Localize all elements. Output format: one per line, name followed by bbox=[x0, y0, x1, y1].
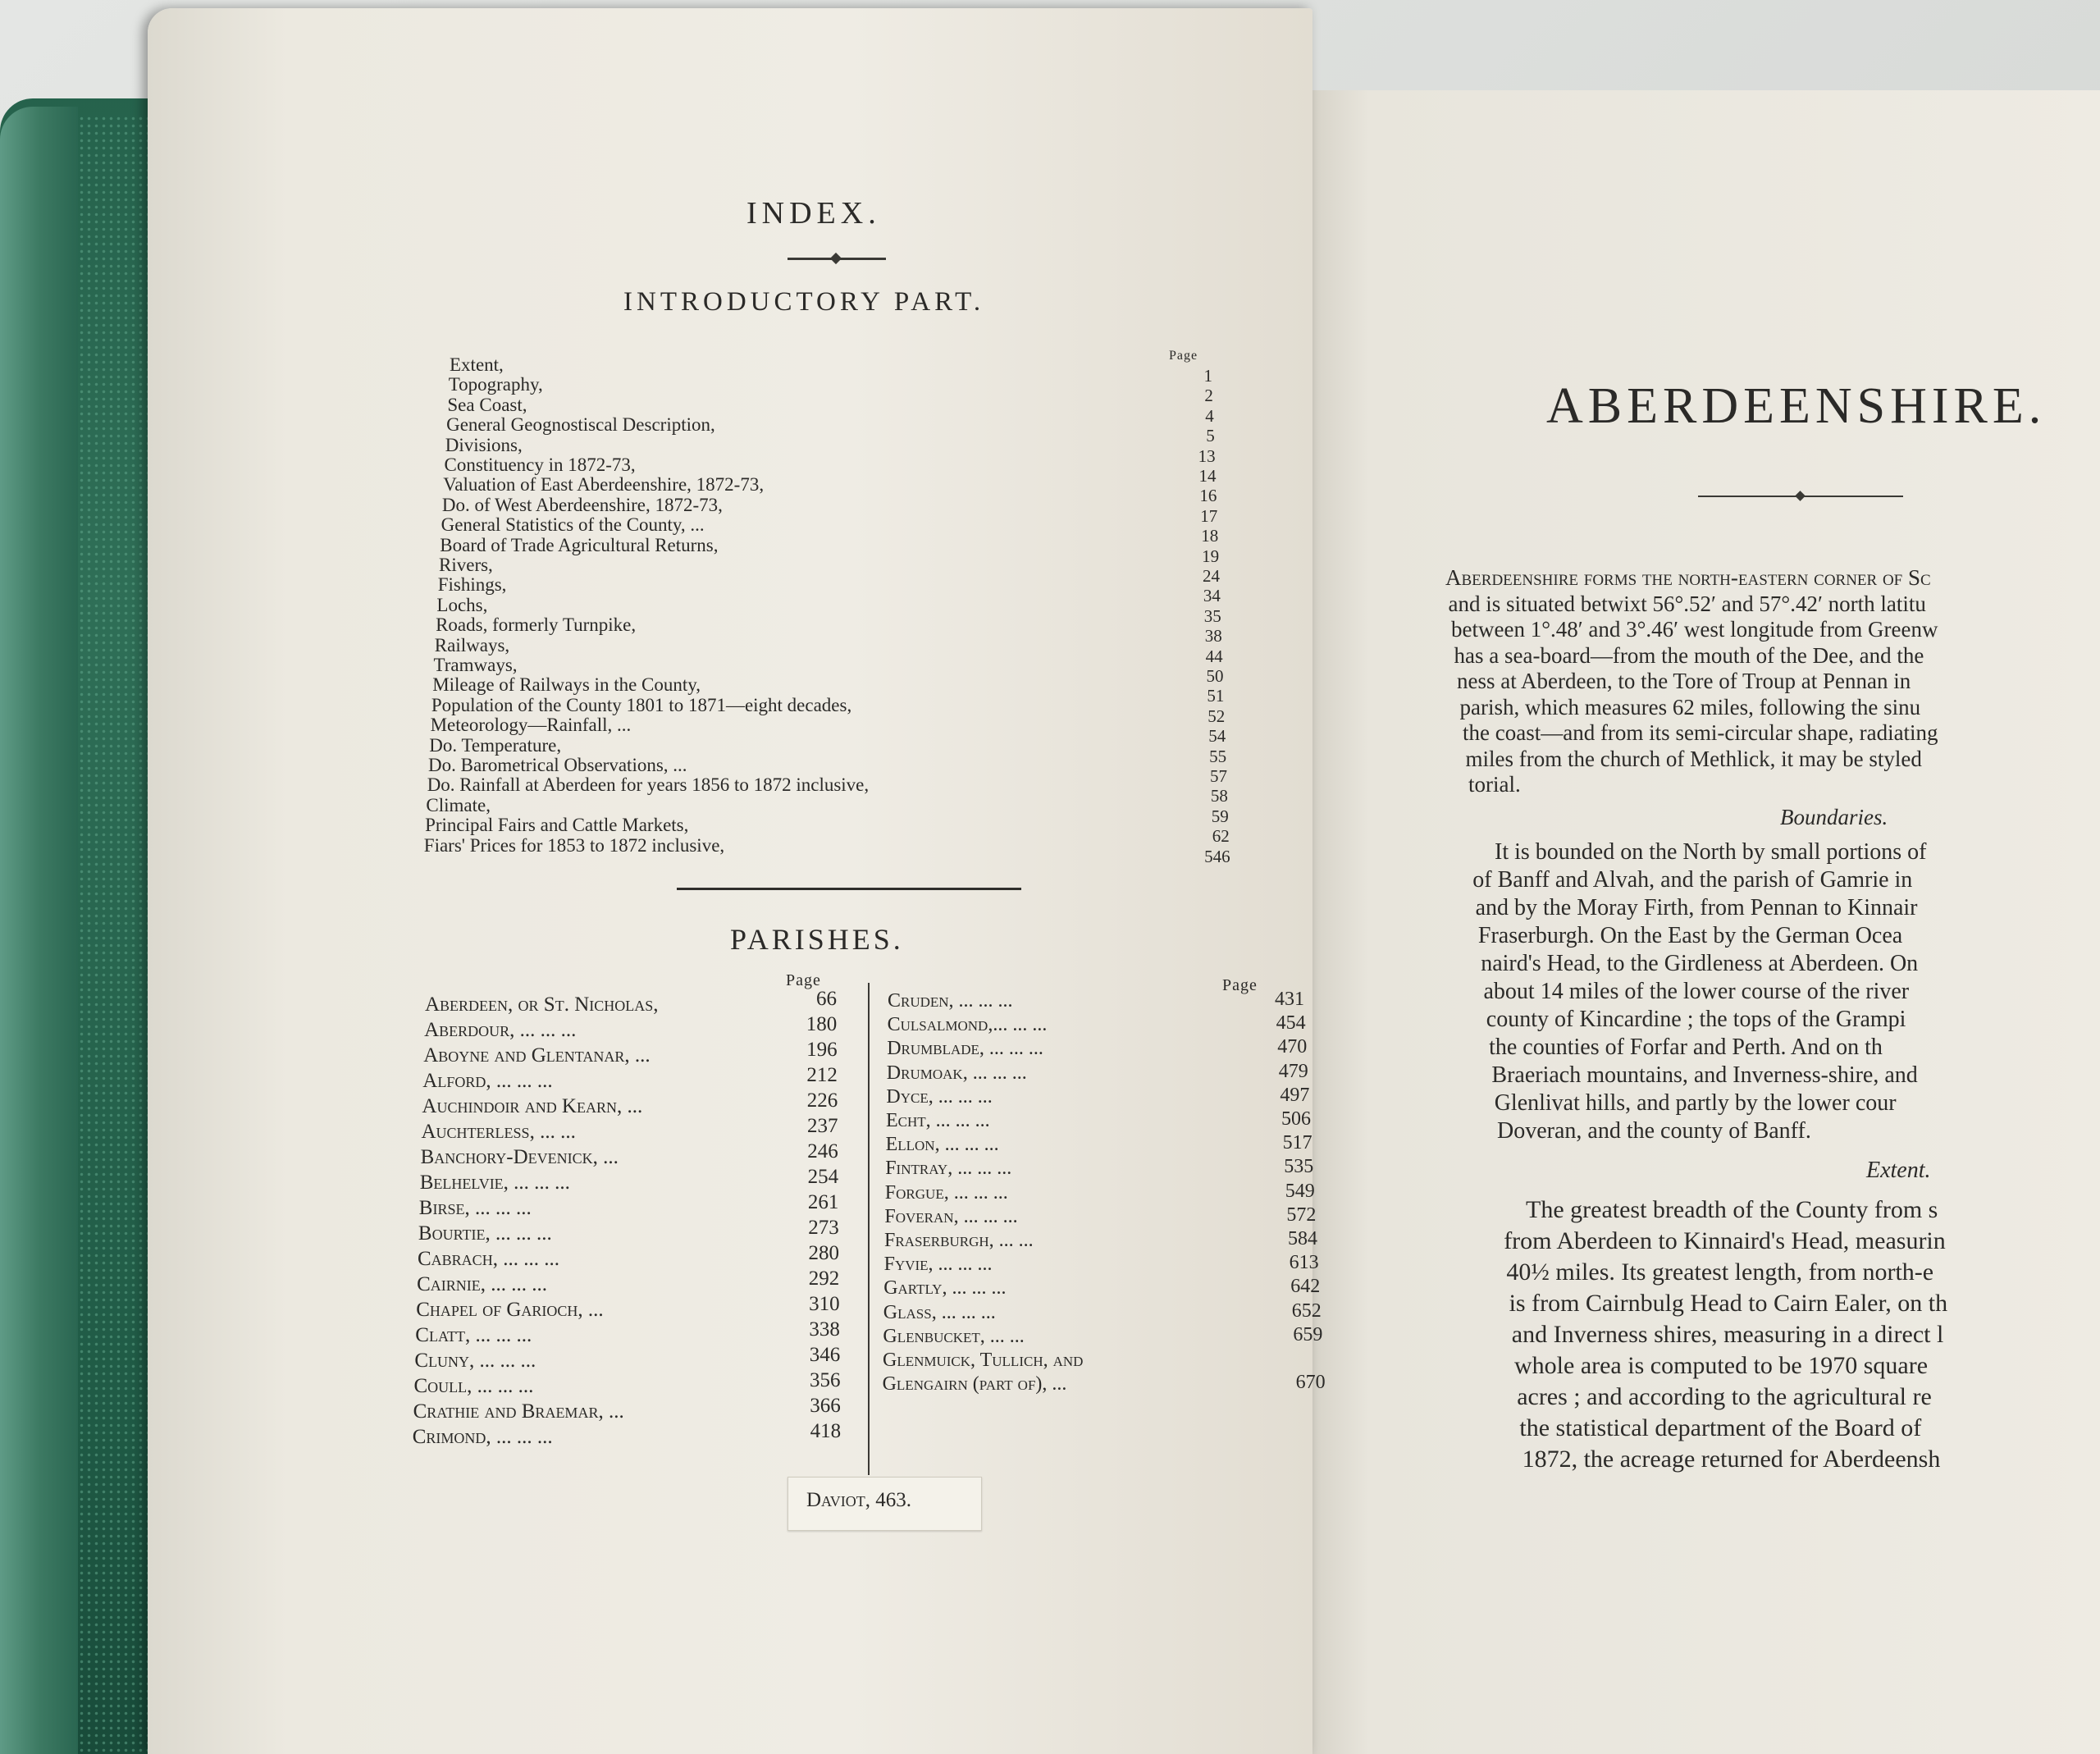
parishes-left-page-header: Page bbox=[786, 971, 821, 989]
intro-entry bbox=[442, 495, 723, 516]
intro-entry-label: Divisions, bbox=[445, 434, 523, 455]
intro-entry bbox=[441, 514, 705, 536]
parish-name: Drumoak, ... ... ... bbox=[886, 1062, 1027, 1084]
parish-page: 479 bbox=[1278, 1060, 1308, 1082]
intro-entry-label: Railways, bbox=[434, 634, 510, 655]
intro-entry-page: 19 bbox=[1202, 546, 1220, 566]
intro-entry-label: Do. Rainfall at Aberdeen for years 1856 to 1872 inclusive, bbox=[427, 774, 870, 796]
parish-name: Glenbucket, ... ... bbox=[883, 1325, 1025, 1347]
parish-page: 572 bbox=[1286, 1204, 1317, 1226]
parish-name: Crimond, ... ... ... bbox=[412, 1426, 553, 1448]
intro-entry-label: Roads, formerly Turnpike, bbox=[436, 614, 637, 636]
intro-entry bbox=[443, 474, 764, 496]
intro-entry-label: Constituency in 1872-73, bbox=[444, 454, 636, 475]
intro-entry bbox=[435, 635, 509, 656]
intro-entry-label: Fiars' Prices for 1853 to 1872 inclusive, bbox=[423, 834, 725, 856]
intro-entry-page: 38 bbox=[1204, 626, 1222, 646]
body-line: 40½ miles. Its greatest length, from north-e bbox=[1506, 1258, 1934, 1286]
parish-page: 226 bbox=[806, 1089, 838, 1112]
intro-entry-label: Fishings, bbox=[437, 574, 507, 596]
body-line: has a sea-board—from the mouth of the Dee, and the bbox=[1454, 642, 1924, 668]
body-line: from Aberdeen to Kinnaird's Head, measurin bbox=[1504, 1226, 1946, 1254]
parish-name: Aberdour, ... ... ... bbox=[424, 1019, 577, 1041]
body-line: the counties of Forfar and Perth. And on th bbox=[1489, 1034, 1883, 1060]
intro-entry-page: 51 bbox=[1207, 686, 1225, 706]
intro-entry bbox=[426, 795, 491, 816]
parish-name: Auchindoir and Kearn, ... bbox=[422, 1095, 643, 1117]
parish-page: 549 bbox=[1285, 1180, 1315, 1202]
intro-entry-page: 55 bbox=[1209, 746, 1227, 766]
intro-entry bbox=[432, 674, 701, 696]
body-line: whole area is computed to be 1970 square bbox=[1514, 1351, 1929, 1379]
intro-entry-page: 5 bbox=[1206, 426, 1215, 446]
parish-name: Foveran, ... ... ... bbox=[884, 1205, 1018, 1227]
parish-page: 642 bbox=[1290, 1276, 1321, 1298]
extent-heading: Extent. bbox=[1866, 1157, 1931, 1183]
intro-entry-page: 546 bbox=[1204, 846, 1230, 866]
body-line: 1872, the acreage returned for Aberdeensh bbox=[1522, 1445, 1941, 1473]
body-line: ness at Aberdeen, to the Tore of Troup at Pennan in bbox=[1457, 669, 1911, 693]
parish-page: 535 bbox=[1284, 1156, 1314, 1178]
parish-name: Chapel of Garioch, ... bbox=[416, 1299, 604, 1321]
intro-entry bbox=[427, 774, 869, 796]
parish-page: 292 bbox=[808, 1268, 840, 1290]
intro-entry bbox=[438, 574, 507, 596]
body-line: the statistical department of the Board of bbox=[1519, 1414, 1922, 1441]
body-line: county of Kincardine ; the tops of the Grampi bbox=[1486, 1006, 1906, 1032]
intro-entry-label: Population of the County 1801 to 1871—eight decades, bbox=[431, 694, 852, 715]
aberdeenshire-title: ABERDEENSHIRE. bbox=[1546, 378, 2047, 434]
parishes-title: PARISHES. bbox=[730, 923, 904, 956]
introductory-title: INTRODUCTORY PART. bbox=[623, 287, 985, 317]
intro-entry-label: Meteorology—Rainfall, ... bbox=[430, 715, 632, 736]
body-line: Glenlivat hills, and partly by the lower cour bbox=[1494, 1089, 1897, 1116]
intro-entry-page: 4 bbox=[1205, 405, 1214, 426]
intro-entry bbox=[434, 655, 518, 676]
parish-page: 670 bbox=[1295, 1372, 1326, 1394]
parish-name: Fraserburgh, ... ... bbox=[884, 1230, 1034, 1251]
parish-page: 237 bbox=[807, 1115, 838, 1137]
body-line: The greatest breadth of the County from s bbox=[1526, 1195, 1938, 1223]
intro-entry-page: 13 bbox=[1198, 445, 1216, 466]
parish-name: Echt, ... ... ... bbox=[886, 1110, 990, 1131]
intro-entry-label: Board of Trade Agricultural Returns, bbox=[440, 534, 719, 555]
intro-entry-label: General Geognostiscal Description, bbox=[446, 414, 715, 436]
parish-page: 497 bbox=[1280, 1084, 1310, 1106]
intro-entry-label: Climate, bbox=[426, 794, 491, 815]
body-line: about 14 miles of the lower course of the river bbox=[1483, 978, 1910, 1004]
parish-page: 366 bbox=[810, 1395, 841, 1417]
intro-entry-page: 14 bbox=[1198, 466, 1217, 486]
intro-entry-page: 50 bbox=[1206, 666, 1224, 686]
parish-page: 280 bbox=[808, 1242, 839, 1264]
intro-entry bbox=[449, 374, 543, 395]
parish-name: Glass, ... ... ... bbox=[883, 1301, 996, 1323]
intro-entry-label: Rivers, bbox=[439, 555, 493, 575]
intro-entry-page: 54 bbox=[1208, 726, 1226, 747]
intro-entry-label: Lochs, bbox=[436, 594, 488, 615]
body-line: and Inverness shires, measuring in a direct l bbox=[1511, 1320, 1944, 1348]
intro-entry-page: 58 bbox=[1210, 786, 1228, 806]
intro-entry bbox=[429, 735, 561, 756]
sticker-text: Daviot, 463. bbox=[806, 1489, 911, 1511]
parish-page: 66 bbox=[816, 988, 837, 1010]
parish-name: Dyce, ... ... ... bbox=[886, 1085, 993, 1108]
intro-entry-label: Valuation of East Aberdeenshire, 1872-73, bbox=[443, 474, 765, 496]
intro-entry-page: 1 bbox=[1203, 366, 1212, 386]
parish-page: 613 bbox=[1289, 1252, 1319, 1274]
intro-entry-page: 35 bbox=[1203, 605, 1221, 626]
body-line: parish, which measures 62 miles, following the sinu bbox=[1459, 694, 1921, 719]
parish-page: 659 bbox=[1293, 1323, 1323, 1345]
body-line: of Banff and Alvah, and the parish of Gamrie in bbox=[1472, 866, 1913, 893]
parish-page: 584 bbox=[1288, 1228, 1317, 1249]
index-title: INDEX. bbox=[746, 196, 881, 231]
daviot-sticker bbox=[788, 1477, 982, 1531]
parishes-column-divider bbox=[868, 983, 870, 1475]
parish-name: Auchterless, ... ... bbox=[421, 1121, 576, 1143]
parish-page: 517 bbox=[1282, 1132, 1312, 1154]
intro-entry-label: Principal Fairs and Cattle Markets, bbox=[425, 815, 689, 836]
intro-entry-label: Do. of West Aberdeenshire, 1872-73, bbox=[441, 494, 723, 515]
parish-name: Crathie and Braemar, ... bbox=[413, 1400, 624, 1423]
parish-name: Glenmuick, Tullich, and bbox=[883, 1350, 1084, 1371]
boundaries-heading: Boundaries. bbox=[1780, 804, 1888, 829]
intro-entry bbox=[445, 454, 636, 476]
parish-name: Coull, ... ... ... bbox=[413, 1375, 534, 1397]
intro-entry bbox=[436, 614, 636, 636]
intro-entry-page: 17 bbox=[1200, 505, 1218, 526]
parish-name: Banchory-Devenick, ... bbox=[420, 1146, 619, 1168]
parish-name: Forgue, ... ... ... bbox=[884, 1181, 1008, 1204]
parish-name: Cruden, ... ... ... bbox=[888, 990, 1013, 1012]
parish-name: Gartly, ... ... ... bbox=[883, 1277, 1007, 1300]
parish-page: 273 bbox=[808, 1217, 839, 1239]
parish-name: Birse, ... ... ... bbox=[418, 1197, 532, 1219]
parish-page: 431 bbox=[1275, 989, 1304, 1010]
intro-entry-label: Tramways, bbox=[433, 655, 518, 675]
intro-entry bbox=[425, 815, 688, 836]
left-page bbox=[148, 8, 1312, 1754]
intro-entry-page: 62 bbox=[1212, 826, 1230, 847]
parish-name: Ellon, ... ... ... bbox=[885, 1134, 999, 1156]
parish-name: Belhelvie, ... ... ... bbox=[419, 1172, 570, 1194]
intro-entry-page: 16 bbox=[1199, 486, 1217, 506]
intro-entry bbox=[431, 715, 632, 736]
parish-page: 346 bbox=[809, 1344, 841, 1366]
intro-entry bbox=[431, 695, 851, 716]
book-spine-edge bbox=[0, 107, 78, 1754]
intro-entry bbox=[424, 835, 724, 856]
body-line: is from Cairnbulg Head to Cairn Ealer, on th bbox=[1509, 1289, 1948, 1317]
parish-name: Clatt, ... ... ... bbox=[415, 1324, 532, 1346]
parish-page: 180 bbox=[806, 1013, 838, 1035]
intro-entry bbox=[439, 555, 493, 576]
body-line: It is bounded on the North by small portions of bbox=[1495, 838, 1927, 865]
body-line: Aberdeenshire forms the north-eastern corner of Sc bbox=[1445, 565, 1931, 590]
intro-entry bbox=[428, 755, 687, 776]
intro-entry-page: 2 bbox=[1204, 386, 1213, 406]
parish-name: Cabrach, ... ... ... bbox=[418, 1248, 559, 1270]
body-line: the coast—and from its semi-circular shape, radiating bbox=[1463, 720, 1938, 745]
body-line: naird's Head, to the Girdleness at Aberdeen. On bbox=[1481, 950, 1919, 976]
parish-name: Alford, ... ... ... bbox=[422, 1070, 553, 1092]
parish-name: Bourtie, ... ... ... bbox=[418, 1222, 552, 1245]
intro-entry-label: Topography, bbox=[448, 374, 543, 395]
body-line: Doveran, and the county of Banff. bbox=[1497, 1117, 1811, 1144]
parish-page: 212 bbox=[806, 1064, 838, 1086]
section-divider bbox=[677, 888, 1021, 890]
intro-entry bbox=[445, 435, 523, 456]
intro-entry bbox=[446, 414, 715, 436]
intro-entry bbox=[436, 595, 487, 616]
parish-page: 261 bbox=[807, 1191, 839, 1213]
body-line: Fraserburgh. On the East by the German Ocea bbox=[1477, 922, 1903, 948]
parishes-right-page-header: Page bbox=[1222, 976, 1258, 994]
parish-page: 310 bbox=[809, 1293, 840, 1315]
intro-entry bbox=[447, 395, 527, 416]
parish-page: 338 bbox=[809, 1318, 840, 1341]
parish-page: 470 bbox=[1277, 1036, 1308, 1058]
intro-entry-label: Do. Temperature, bbox=[429, 734, 562, 756]
parish-page: 506 bbox=[1281, 1108, 1311, 1130]
parish-name: Drumblade, ... ... ... bbox=[887, 1038, 1043, 1060]
page-column-header: Page bbox=[1169, 349, 1198, 363]
parish-name: Cairnie, ... ... ... bbox=[417, 1273, 548, 1295]
intro-entry-page: 44 bbox=[1205, 646, 1223, 666]
intro-entry-page: 59 bbox=[1211, 806, 1229, 826]
parish-page: 356 bbox=[810, 1369, 841, 1391]
parish-page: 196 bbox=[806, 1039, 838, 1061]
parish-page: 254 bbox=[807, 1166, 839, 1188]
intro-entry-page: 57 bbox=[1210, 766, 1227, 786]
body-line: torial. bbox=[1468, 772, 1521, 797]
intro-entry-page: 24 bbox=[1203, 566, 1220, 586]
parish-name: Fintray, ... ... ... bbox=[885, 1158, 1012, 1180]
intro-entry-page: 52 bbox=[1208, 706, 1226, 726]
body-line: and is situated betwixt 56°.52′ and 57°.42′ north latitu bbox=[1448, 591, 1926, 616]
parish-name: Cluny, ... ... ... bbox=[414, 1350, 536, 1372]
parish-page: 246 bbox=[807, 1140, 838, 1162]
intro-entry-label: Mileage of Railways in the County, bbox=[432, 674, 701, 696]
parish-page: 418 bbox=[810, 1420, 842, 1442]
intro-entry-label: Do. Barometrical Observations, ... bbox=[428, 755, 687, 775]
intro-entry bbox=[450, 354, 504, 376]
body-line: and by the Moray Firth, from Pennan to Kinnair bbox=[1475, 894, 1918, 920]
body-line: between 1°.48′ and 3°.46′ west longitude from Greenw bbox=[1451, 617, 1938, 642]
intro-entry bbox=[440, 535, 718, 556]
parish-page: 454 bbox=[1276, 1012, 1306, 1035]
parish-name: Culsalmond,... ... ... bbox=[887, 1014, 1048, 1036]
parish-name: Aberdeen, or St. Nicholas, bbox=[425, 993, 659, 1016]
parish-name: Fyvie, ... ... ... bbox=[883, 1254, 993, 1276]
parish-page: 652 bbox=[1291, 1300, 1322, 1322]
parish-name: Glengairn (part of), ... bbox=[882, 1373, 1067, 1395]
intro-entry-label: Extent, bbox=[450, 354, 504, 375]
intro-entry-page: 18 bbox=[1201, 526, 1219, 546]
intro-entry-label: General Statistics of the County, ... bbox=[441, 514, 705, 536]
body-line: Braeriach mountains, and Inverness-shire, and bbox=[1491, 1062, 1918, 1088]
body-line: acres ; and according to the agricultural re bbox=[1517, 1382, 1932, 1410]
parish-name: Aboyne and Glentanar, ... bbox=[423, 1044, 651, 1067]
intro-entry-page: 34 bbox=[1203, 586, 1221, 606]
intro-entry-label: Sea Coast, bbox=[447, 394, 527, 415]
body-line: miles from the church of Methlick, it may be styled bbox=[1465, 746, 1922, 771]
